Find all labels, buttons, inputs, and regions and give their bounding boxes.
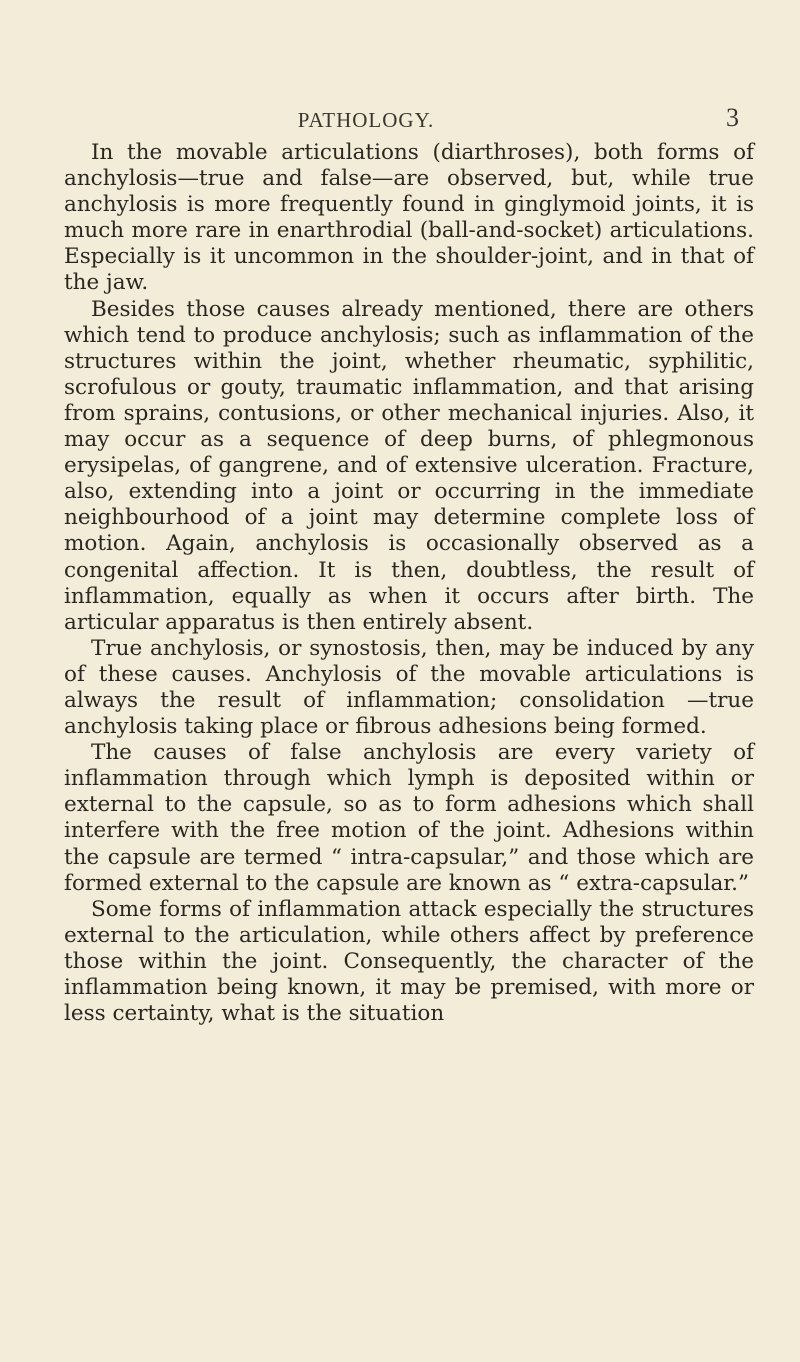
paragraph: The causes of false anchylosis are every variety of inflammation through which lymph is deposited within or external to the capsule, so as to form adhesions which shall interfere with the free motion of the joint. Adhesions within the capsule are termed “ intra-capsular,” and those which are formed external to the capsule are known as “ extra-capsular.” bbox=[64, 740, 754, 896]
body-text bbox=[64, 140, 754, 1027]
running-title: PATHOLOGY. bbox=[297, 108, 435, 132]
paragraph: True anchylosis, or synostosis, then, may be induced by any of these causes. Anchylosis of the movable articulations is always the result of inflammation; consolidation —true anchylosis taking place or fibrous adhesions being formed. bbox=[64, 635, 754, 740]
paragraph: Some forms of inflammation attack especially the structures external to the articulation, while others affect by preference those within the joint. Consequently, the character of the inflammation being known, it may be premised, with more or less certainty, what is the situation bbox=[64, 896, 754, 1027]
paragraph: In the movable articulations (diarthroses), both forms of anchylosis—true and false—are observed, but, while true anchylosis is more frequently found in ginglymoid joints, it is much more rare in enarthrodial (ball-and-socket) articulations. Especially is it uncommon in the shoulder-joint, and in that of the jaw. bbox=[64, 140, 754, 296]
paragraph: Besides those causes already mentioned, there are others which tend to produce anchylosis; such as inflammation of the structures within the joint, whether rheumatic, syphilitic, scrofulous or gouty, traumatic inflammation, and that arising from sprains, contusions, or other mechanical injuries. Also, it may occur as a sequence of deep burns, of phlegmonous erysipelas, of gangrene, and of extensive ulceration. Fracture, also, extending into a joint or occurring in the immediate neighbourhood of a joint may determine complete loss of motion. Again, anchylosis is occasionally observed as a congenital affection. It is then, doubtless, the result of inflammation, equally as when it occurs after birth. The articular apparatus is then entirely absent. bbox=[64, 296, 754, 635]
page-number: 3 bbox=[726, 103, 739, 132]
